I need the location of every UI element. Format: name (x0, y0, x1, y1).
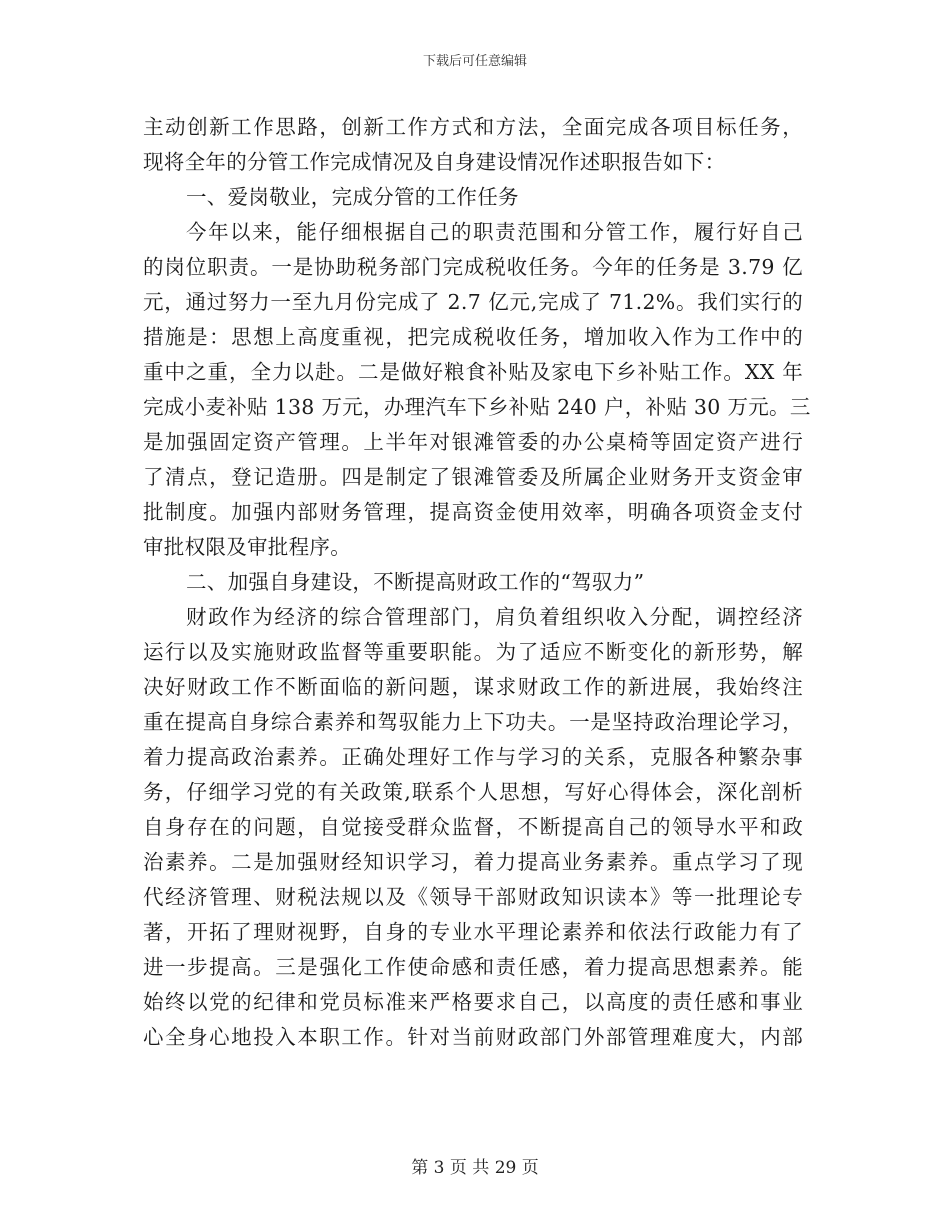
body-line: 自身存在的问题，自觉接受群众监督，不断提高自己的领导水平和政 (143, 815, 803, 839)
body-line: 现将全年的分管工作完成情况及自身建设情况作述职报告如下： (143, 150, 726, 174)
body-line: 务，仔细学习党的有关政策,联系个人思想，写好心得体会，深化剖析 (143, 780, 803, 804)
body-line: 心全身心地投入本职工作。针对当前财政部门外部管理难度大，内部 (143, 1025, 803, 1049)
page-header: 下载后可任意编辑 (422, 54, 527, 69)
body-line: 着力提高政治素养。正确处理好工作与学习的关系，克服各种繁杂事 (143, 745, 803, 769)
body-line: 重中之重，全力以赴。二是做好粮食补贴及家电下乡补贴工作。XX 年 (143, 360, 803, 384)
body-line: 的岗位职责。一是协助税务部门完成税收任务。今年的任务是 3.79 亿 (143, 255, 803, 279)
body-line: 是加强固定资产管理。上半年对银滩管委的办公桌椅等固定资产进行 (143, 430, 803, 454)
body-line: 决好财政工作不断面临的新问题，谋求财政工作的新进展，我始终注 (143, 675, 803, 699)
body-line: 元，通过努力一至九月份完成了 2.7 亿元,完成了 71.2%。我们实行的 (143, 290, 803, 314)
body-line: 重在提高自身综合素养和驾驭能力上下功夫。一是坚持政治理论学习， (143, 710, 803, 734)
body-line: 运行以及实施财政监督等重要职能。为了适应不断变化的新形势，解 (143, 640, 803, 664)
body-line: 主动创新工作思路，创新工作方式和方法，全面完成各项目标任务， (143, 115, 803, 139)
page-number: 第 3 页 共 29 页 (411, 1158, 539, 1178)
body-line: 财政作为经济的综合管理部门，肩负着组织收入分配，调控经济 (186, 605, 803, 629)
body-line: 审批权限及审批程序。 (143, 535, 351, 559)
body-line: 著，开拓了理财视野，自身的专业水平理论素养和依法行政能力有了 (143, 920, 803, 944)
section-heading: 二、加强自身建设，不断提高财政工作的“驾驭力” (186, 570, 645, 594)
body-line: 治素养。二是加强财经知识学习，着力提高业务素养。重点学习了现 (143, 850, 803, 874)
section-heading: 一、爱岗敬业，完成分管的工作任务 (186, 185, 519, 209)
body-line: 始终以党的纪律和党员标准来严格要求自己，以高度的责任感和事业 (143, 990, 803, 1014)
body-line: 批制度。加强内部财务管理，提高资金使用效率，明确各项资金支付 (143, 500, 803, 524)
body-line: 进一步提高。三是强化工作使命感和责任感，着力提高思想素养。能 (143, 955, 803, 979)
body-line: 措施是：思想上高度重视，把完成税收任务，增加收入作为工作中的 (143, 325, 803, 349)
body-line: 了清点，登记造册。四是制定了银滩管委及所属企业财务开支资金审 (143, 465, 803, 489)
body-line: 完成小麦补贴 138 万元，办理汽车下乡补贴 240 户，补贴 30 万元。三 (143, 395, 811, 419)
body-line: 代经济管理、财税法规以及《领导干部财政知识读本》等一批理论专 (143, 885, 803, 909)
document-body (143, 110, 811, 1055)
body-line: 今年以来，能仔细根据自己的职责范围和分管工作，履行好自己 (186, 220, 803, 244)
